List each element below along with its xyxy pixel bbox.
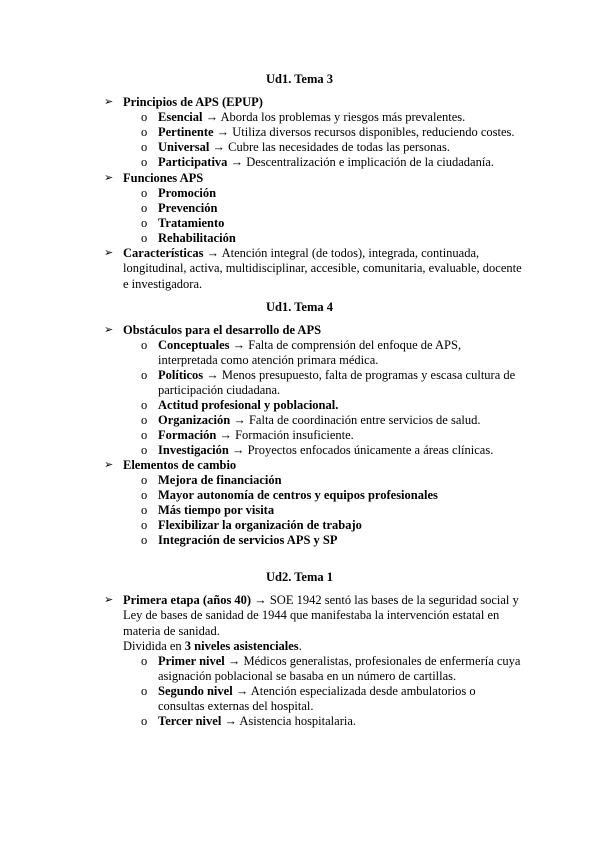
circle-bullet-icon: o [141,338,148,352]
arrow-icon: → [235,684,249,698]
arrow-bullet-icon: ➢ [104,172,114,184]
circle-bullet-icon: o [141,201,148,215]
list-item [141,140,521,155]
item-desc: Cubre las necesidades de todas las personas. [228,140,450,154]
arrow-icon: → [206,246,220,260]
arrow-icon: → [233,413,246,427]
item-term: Tratamiento [158,216,225,230]
item-desc: Falta de coordinación entre servicios de salud. [248,413,481,427]
circle-bullet-icon: o [141,654,148,668]
item-term: Conceptuales [158,338,230,352]
item-desc: Formación insuficiente. [235,428,354,442]
item-term: Formación [158,428,217,442]
arrow-icon: → [219,428,232,442]
list-item [141,473,521,488]
item-term: Más tiempo por visita [158,503,275,517]
list-item [141,368,521,399]
arrow-bullet-icon: ➢ [104,459,114,471]
list-item [141,216,521,231]
circle-bullet-icon: o [141,368,148,382]
item-term: Rehabilitación [158,231,236,245]
bullet-principios [104,95,524,110]
circle-bullet-icon: o [141,503,148,517]
list-item [141,428,521,443]
circle-bullet-icon: o [141,533,148,547]
arrow-bullet-icon: ➢ [104,96,114,108]
item-term: Investigación [158,443,229,457]
section-heading-ud1-tema4: Ud1. Tema 4 [265,300,334,314]
item-desc: Descentralización e implicación de la ciudadanía. [246,155,494,169]
list-item [141,443,521,458]
circle-bullet-icon: o [141,398,148,412]
circle-bullet-icon: o [141,413,148,427]
list-item [141,518,521,533]
arrow-icon: → [206,368,219,382]
item-term: Prevención [158,201,218,215]
item-desc: Atención especializada desde ambulatorios o consultas externas del hospital. [158,684,476,714]
item-desc: SOE 1942 sentó las bases de la seguridad social y Ley de bases de sanidad de 1944 que manifestaba la intervención estatal en materia de sanidad. [123,593,519,638]
item-term: Tercer nivel [158,714,222,728]
item-term: Mayor autonomía de centros y equipos profesionales [158,488,438,502]
circle-bullet-icon: o [141,125,148,139]
list-item [141,533,521,548]
list-item [141,714,521,729]
list-item [141,201,521,216]
arrow-icon: → [231,443,245,457]
item-term: Primer nivel [158,654,225,668]
arrow-bullet-icon: ➢ [104,594,114,606]
item-desc: Proyectos enfocados únicamente a áreas clínicas. [247,443,494,457]
list-item [141,338,521,369]
section-heading-ud1-tema3: Ud1. Tema 3 [265,72,334,86]
list-item [141,110,521,125]
item-term: Características [123,246,204,260]
arrow-icon: → [254,593,267,607]
item-term: Flexibilizar la organización de trabajo [158,518,362,532]
list-item [141,231,521,246]
item-desc: Asistencia hospitalaria. [239,714,357,728]
list-item [141,503,521,518]
bullet-obstaculos [104,323,524,338]
circle-bullet-icon: o [141,518,148,532]
item-term: Participativa [158,155,228,169]
bullet-title: Principios de APS (EPUP) [123,95,263,109]
list-item [141,125,521,140]
divided-line: Dividida en 3 niveles asistenciales. [123,639,302,653]
bullet-primera-etapa [104,593,524,639]
item-term: Primera etapa (años 40) [123,593,252,607]
item-desc: Médicos generalistas, profesionales de enfermería cuya asignación poblacional se basaba en un número de cartillas. [158,654,521,684]
bullet-elementos-cambio [104,458,524,473]
circle-bullet-icon: o [141,110,148,124]
arrow-bullet-icon: ➢ [104,247,114,259]
bullet-title: Elementos de cambio [123,458,237,472]
item-term: Mejora de financiación [158,473,282,487]
arrow-icon: → [232,338,246,352]
arrow-icon: → [230,155,244,169]
circle-bullet-icon: o [141,473,148,487]
circle-bullet-icon: o [141,428,148,442]
arrow-icon: → [224,714,237,728]
list-item [141,155,521,170]
item-desc: Menos presupuesto, falta de programas y escasa cultura de participación ciudadana. [158,368,516,398]
list-item [141,684,521,715]
item-term: Integración de servicios APS y SP [158,533,338,547]
circle-bullet-icon: o [141,231,148,245]
item-term: Universal [158,140,210,154]
bullet-caracteristicas [104,246,524,292]
bullet-funciones [104,171,524,186]
circle-bullet-icon: o [141,155,148,169]
item-term: Esencial [158,110,203,124]
item-term: Promoción [158,186,217,200]
section-heading-ud2-tema1: Ud2. Tema 1 [265,570,334,584]
arrow-icon: → [227,654,241,668]
item-desc: Utiliza diversos recursos disponibles, reduciendo costes. [232,125,515,139]
item-desc: Aborda los problemas y riesgos más prevalentes. [220,110,466,124]
circle-bullet-icon: o [141,684,148,698]
bullet-title: Funciones APS [123,171,204,185]
list-item [141,186,521,201]
circle-bullet-icon: o [141,140,148,154]
circle-bullet-icon: o [141,714,148,728]
arrow-icon: → [212,140,226,154]
circle-bullet-icon: o [141,216,148,230]
item-term: Pertinente [158,125,214,139]
bullet-title: Obstáculos para el desarrollo de APS [123,323,322,337]
circle-bullet-icon: o [141,488,148,502]
list-item [141,413,521,428]
arrow-icon: → [205,110,219,124]
item-desc: Atención integral (de todos), integrada, continuada, longitudinal, activa, multidisciplinar, accesible, comunitaria, evaluable, docente e investigadora. [123,246,522,291]
item-desc: Falta de comprensión del enfoque de APS, interpretada como atención primara médica. [158,338,462,368]
circle-bullet-icon: o [141,186,148,200]
list-item [141,488,521,503]
list-item [141,398,521,413]
list-item [141,654,521,685]
circle-bullet-icon: o [141,443,148,457]
item-term: Segundo nivel [158,684,233,698]
item-term: Actitud profesional y poblacional. [158,398,339,412]
arrow-icon: → [216,125,230,139]
item-term: Políticos [158,368,204,382]
item-term: Organización [158,413,231,427]
arrow-bullet-icon: ➢ [104,324,114,336]
